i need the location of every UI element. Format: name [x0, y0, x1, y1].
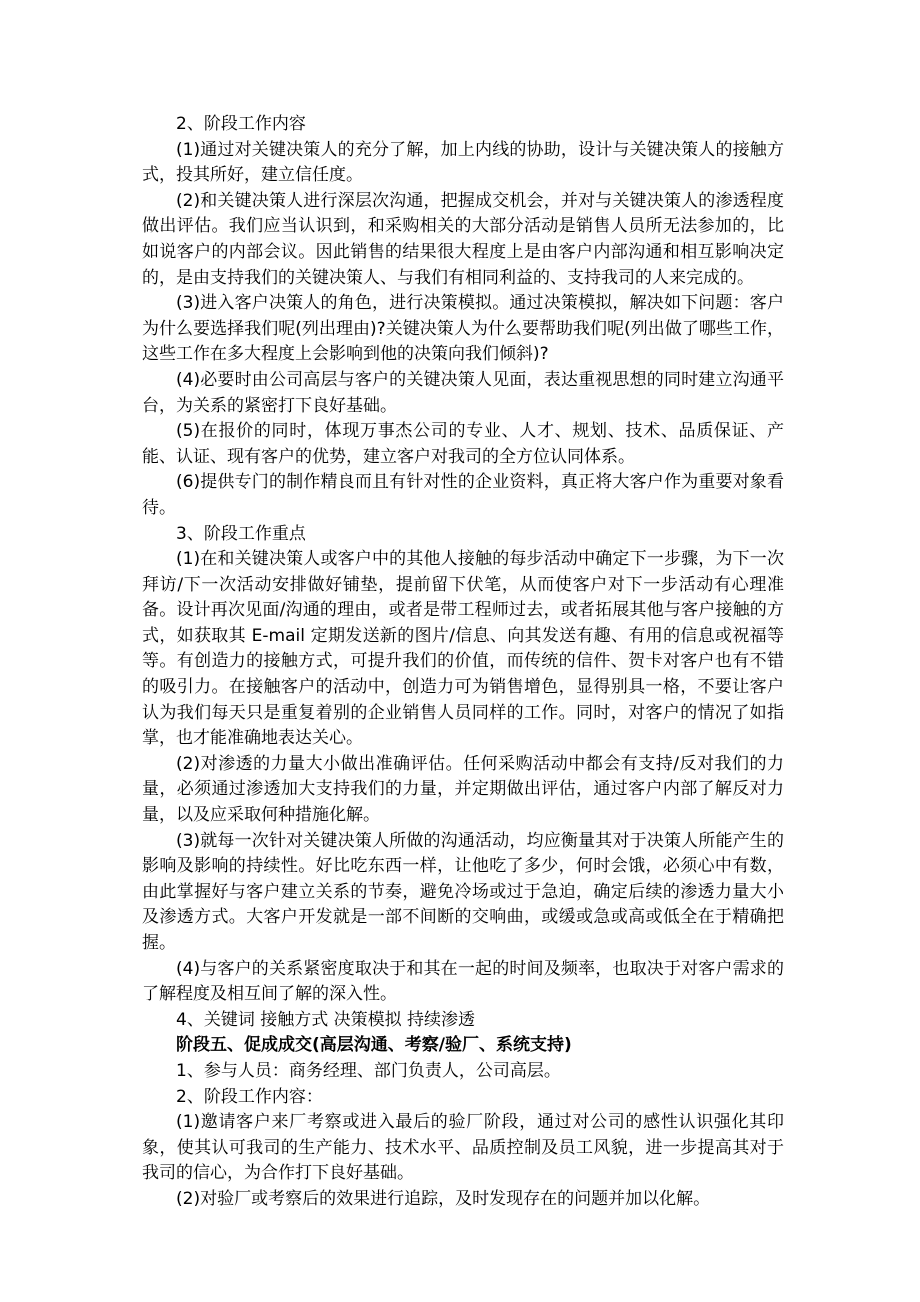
body-paragraph: (1)通过对关键决策人的充分了解，加上内线的协助，设计与关键决策人的接触方式，投其所好，建立信任度。 — [142, 139, 784, 186]
section-heading: 2、阶段工作内容： — [176, 1086, 323, 1107]
participants-line: 1、参与人员：商务经理、部门负责人，公司高层。 — [176, 1060, 561, 1081]
body-paragraph: (3)就每一次针对关键决策人所做的沟通活动，均应衡量其对于决策人所能产生的影响及影响的持续性。好比吃东西一样，让他吃了多少，何时会饿，必须心中有数，由此掌握好与客户建立关系的节奏，避免冷场或过于急迫，确定后续的渗透力量大小及渗透方式。大客户开发就是一部不间断的交响曲，或缓或急或高或低全在于精确把握。 — [142, 830, 784, 953]
document-page — [142, 112, 784, 1213]
section-heading: 2、阶段工作内容 — [176, 114, 306, 134]
body-paragraph: (1)在和关键决策人或客户中的其他人接触的每步活动中确定下一步骤，为下一次拜访/下一次活动安排做好铺垫，提前留下伏笔，从而使客户对下一步活动有心理准备。设计再次见面/沟通的理由，或者是带工程师过去，或者拓展其他与客户接触的方式，如获取其 E-mail 定期发送新的图片/信息、向其发送有趣、有用的信息或祝福等等。有创造力的接触方式，可提升我们的价值，而传统的信件、贺卡对客户也有不错的吸引力。在接触客户的活动中，创造力可为销售增色，显得别具一格，不要让客户认为我们每天只是重复着别的企业销售人员同样的工作。同时，对客户的情况了如指掌，也才能准确地表达关心。 — [142, 549, 784, 749]
body-paragraph: (3)进入客户决策人的角色，进行决策模拟。通过决策模拟，解决如下问题：客户为什么要选择我们呢(列出理由)?关键决策人为什么要帮助我们呢(列出做了哪些工作，这些工作在多大程度上会影响到他的决策向我们倾斜)? — [142, 293, 784, 365]
keywords-line: 4、关键词 接触方式 决策模拟 持续渗透 — [176, 1009, 476, 1030]
stage-heading: 阶段五、促成成交(高层沟通、考察/验厂、系统支持) — [176, 1035, 572, 1056]
body-paragraph: (1)邀请客户来厂考察或进入最后的验厂阶段，通过对公司的感性认识强化其印象，使其认可我司的生产能力、技术水平、品质控制及员工风貌，进一步提高其对于我司的信心，为合作打下良好基础。 — [142, 1112, 784, 1184]
body-paragraph: (2)对渗透的力量大小做出准确评估。任何采购活动中都会有支持/反对我们的力量，必须通过渗透加大支持我们的力量，并定期做出评估，通过客户内部了解反对力量，以及应采取何种措施化解。 — [142, 753, 784, 826]
body-paragraph: (4)必要时由公司高层与客户的关键决策人见面，表达重视思想的同时建立沟通平台，为关系的紧密打下良好基础。 — [142, 369, 784, 416]
body-paragraph: (5)在报价的同时，体现万事杰公司的专业、人才、规划、技术、品质保证、产能、认证、现有客户的优势，建立客户对我司的全方位认同体系。 — [142, 421, 784, 467]
body-paragraph: (6)提供专门的制作精良而且有针对性的企业资料，真正将大客户作为重要对象看待。 — [142, 472, 784, 518]
body-paragraph: (2)和关键决策人进行深层次沟通，把握成交机会，并对与关键决策人的渗透程度做出评估。我们应当认识到，和采购相关的大部分活动是销售人员所无法参加的，比如说客户的内部会议。因此销售的结果很大程度上是由客户内部沟通和相互影响决定的，是由支持我们的关键决策人、与我们有相同利益的、支持我司的人来完成的。 — [142, 190, 784, 288]
body-paragraph: (2)对验厂或考察后的效果进行追踪，及时发现存在的问题并加以化解。 — [176, 1188, 711, 1209]
body-paragraph: (4)与客户的关系紧密度取决于和其在一起的时间及频率，也取决于对客户需求的了解程度及相互间了解的深入性。 — [142, 958, 784, 1005]
section-heading: 3、阶段工作重点 — [176, 523, 306, 544]
